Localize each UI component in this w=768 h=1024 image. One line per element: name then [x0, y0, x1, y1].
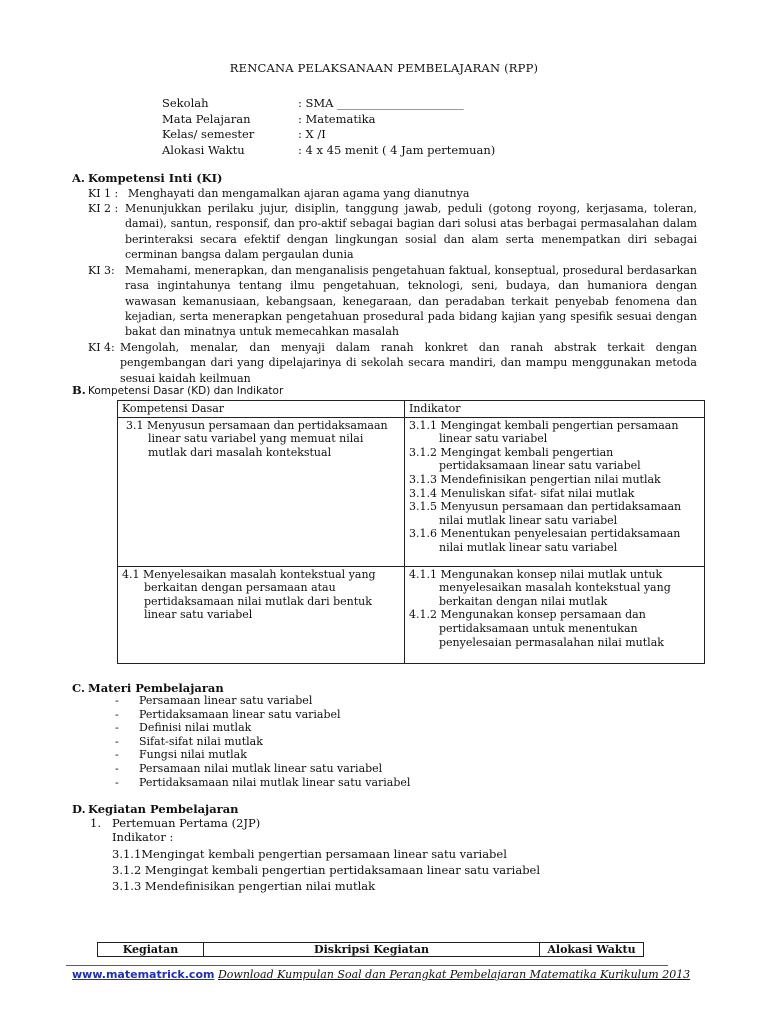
list-dash: - — [115, 734, 119, 748]
kd-text: 3.1 Menyusun persamaan dan pertidaksamaan linear satu variabel yang memuat nilai mutlak dari masalah kontekstual — [126, 418, 388, 459]
footer-link[interactable]: www.matematrick.com — [72, 968, 215, 981]
info-label: Kelas/ semester — [162, 127, 255, 141]
list-dash: - — [115, 775, 119, 789]
info-value: : X /I — [298, 127, 326, 141]
list-item-text: Persamaan linear satu variabel — [139, 694, 313, 707]
activity-table — [97, 942, 644, 957]
meeting-indicator: 3.1.1Mengingat kembali pengertian persamaan linear satu variabel — [112, 847, 507, 861]
list-item — [115, 748, 410, 762]
section-title: Kompetensi Dasar (KD) dan Indikator — [88, 385, 284, 397]
ki-label: KI 2 : — [88, 202, 119, 215]
header-deskripsi: Diskripsi Kegiatan — [204, 943, 540, 957]
list-dash: - — [115, 694, 119, 707]
list-item-text: Pertidaksamaan nilai mutlak linear satu variabel — [139, 775, 411, 789]
section-title: Kompetensi Inti (KI) — [88, 171, 223, 185]
indicator-item: 3.1.5 Menyusun persamaan dan pertidaksamaan nilai mutlak linear satu variabel — [409, 500, 682, 527]
indicator-item: 4.1.1 Mengunakan konsep nilai mutlak untuk menyelesaikan masalah kontekstual yang berkaitan dengan nilai mutlak — [409, 567, 671, 608]
list-item-text: Pertidaksamaan linear satu variabel — [139, 707, 341, 721]
section-c-heading — [72, 681, 224, 695]
list-item — [115, 735, 410, 749]
footer-text: Download Kumpulan Soal dan Perangkat Pembelajaran Matematika Kurikulum 2013 — [217, 968, 691, 981]
kd-cell — [118, 566, 405, 663]
info-value: : Matematika — [298, 112, 376, 126]
table-header-row — [98, 943, 644, 957]
list-dash: - — [115, 748, 119, 762]
list-item — [115, 776, 410, 790]
material-list — [115, 694, 410, 789]
section-letter: D. — [72, 802, 86, 816]
document-title: RENCANA PELAKSANAAN PEMBELAJARAN (RPP) — [229, 61, 539, 75]
info-value: : 4 x 45 menit ( 4 Jam pertemuan) — [298, 143, 496, 157]
ki-label: KI 1 : — [88, 187, 119, 200]
list-item — [115, 762, 410, 776]
header-kegiatan: Kegiatan — [98, 943, 204, 957]
ki-text: Mengolah, menalar, dan menyaji dalam ranah konkret dan ranah abstrak terkait dengan pengembangan dari yang dipelajarinya di sekolah secara mandiri, dan mampu menggunakan metoda sesuai kaidah keilmuan — [120, 341, 697, 385]
ki-text: Memahami, menerapkan, dan menganalisis pengetahuan faktual, konseptual, prosedural berdasarkan rasa ingintahunya tentang ilmu pengetahuan, teknologi, seni, budaya, dan humaniora dengan wawasan kemanusiaan, kebangsaan, kenegaraan, dan peradaban terkait penyebab fenomena dan kejadian, serta menerapkan pengetahuan prosedural pada bidang kajian yang spesifik sesuai dengan bakat dan minatnya untuk memecahkan masalah — [125, 264, 697, 339]
indicator-item: 3.1.3 Mendefinisikan pengertian nilai mutlak — [409, 472, 661, 486]
list-item-text: Definisi nilai mutlak — [139, 721, 252, 735]
indicator-item: 3.1.4 Menuliskan sifat- sifat nilai mutlak — [409, 486, 635, 500]
footer-rule — [66, 965, 668, 966]
ki-2 — [88, 201, 697, 262]
ki-label: KI 4: — [88, 341, 115, 354]
section-title: Materi Pembelajaran — [88, 681, 224, 695]
info-label: Sekolah — [162, 96, 209, 110]
ki-1 — [88, 186, 697, 201]
section-letter: B. — [72, 383, 86, 397]
indicator-item: 3.1.6 Menentukan penyelesaian pertidaksamaan nilai mutlak linear satu variabel — [409, 527, 681, 554]
meeting-heading — [90, 816, 260, 831]
kd-text: 4.1 Menyelesaikan masalah kontekstual yang berkaitan dengan persamaan atau pertidaksamaan nilai mutlak dari bentuk linear satu variabel — [122, 567, 376, 622]
ki-4 — [88, 340, 697, 386]
table-row — [118, 566, 705, 663]
table-header-indicator: Indikator — [405, 401, 705, 418]
meeting-indicator: 3.1.2 Mengingat kembali pengertian pertidaksamaan linear satu variabel — [112, 863, 541, 877]
list-item — [115, 694, 410, 708]
list-dash: - — [115, 707, 119, 721]
list-dash: - — [115, 721, 119, 735]
indicator-item: 4.1.2 Mengunakan konsep persamaan dan pertidaksamaan untuk menentukan penyelesaian permasalahan nilai mutlak — [409, 608, 664, 649]
ki-text: Menunjukkan perilaku jujur, disiplin, tanggung jawab, peduli (gotong royong, kerjasama, toleran, damai), santun, responsif, dan pro-aktif sebagai bagian dari solusi atas berbagai permasalahan dalam berinteraksi secara efektif dengan lingkungan sosial dan alam serta menempatkan diri sebagai cerminan bangsa dalam pergaulan dunia — [125, 202, 697, 261]
indicator-item: 3.1.2 Mengingat kembali pengertian pertidaksamaan linear satu variabel — [409, 445, 641, 473]
meeting-title: Pertemuan Pertama (2JP) — [112, 816, 261, 830]
meeting-number: 1. — [90, 816, 101, 830]
section-b-heading — [72, 383, 283, 397]
list-item-text: Persamaan nilai mutlak linear satu variabel — [139, 761, 383, 775]
indicator-cell — [405, 417, 705, 566]
indicator-label: Indikator : — [112, 830, 174, 844]
list-item — [115, 708, 410, 722]
section-title: Kegiatan Pembelajaran — [88, 802, 239, 816]
info-label: Mata Pelajaran — [162, 112, 251, 126]
info-label: Alokasi Waktu — [162, 143, 245, 157]
meeting-indicator: 3.1.3 Mendefinisikan pengertian nilai mutlak — [112, 879, 376, 893]
list-item — [115, 721, 410, 735]
header-alokasi: Alokasi Waktu — [540, 943, 644, 957]
table-header-row — [118, 401, 705, 418]
ki-3 — [88, 263, 697, 339]
kd-indicator-table — [117, 400, 705, 664]
indicator-cell — [405, 566, 705, 663]
section-letter: C. — [72, 681, 85, 695]
table-row — [118, 417, 705, 566]
section-letter: A. — [72, 171, 85, 185]
list-item-text: Sifat-sifat nilai mutlak — [139, 734, 263, 748]
indicator-item: 3.1.1 Mengingat kembali pengertian persamaan linear satu variabel — [409, 418, 679, 446]
ki-label: KI 3: — [88, 264, 115, 277]
list-item-text: Fungsi nilai mutlak — [139, 748, 247, 762]
section-d-heading — [72, 802, 239, 816]
kd-cell — [118, 417, 405, 566]
table-header-kd: Kompetensi Dasar — [118, 401, 405, 418]
section-a-heading — [72, 171, 222, 185]
list-dash: - — [115, 761, 119, 775]
info-value: : SMA ______________________ — [298, 96, 464, 110]
ki-text: Menghayati dan mengamalkan ajaran agama yang dianutnya — [128, 187, 470, 200]
page-footer — [72, 968, 690, 981]
